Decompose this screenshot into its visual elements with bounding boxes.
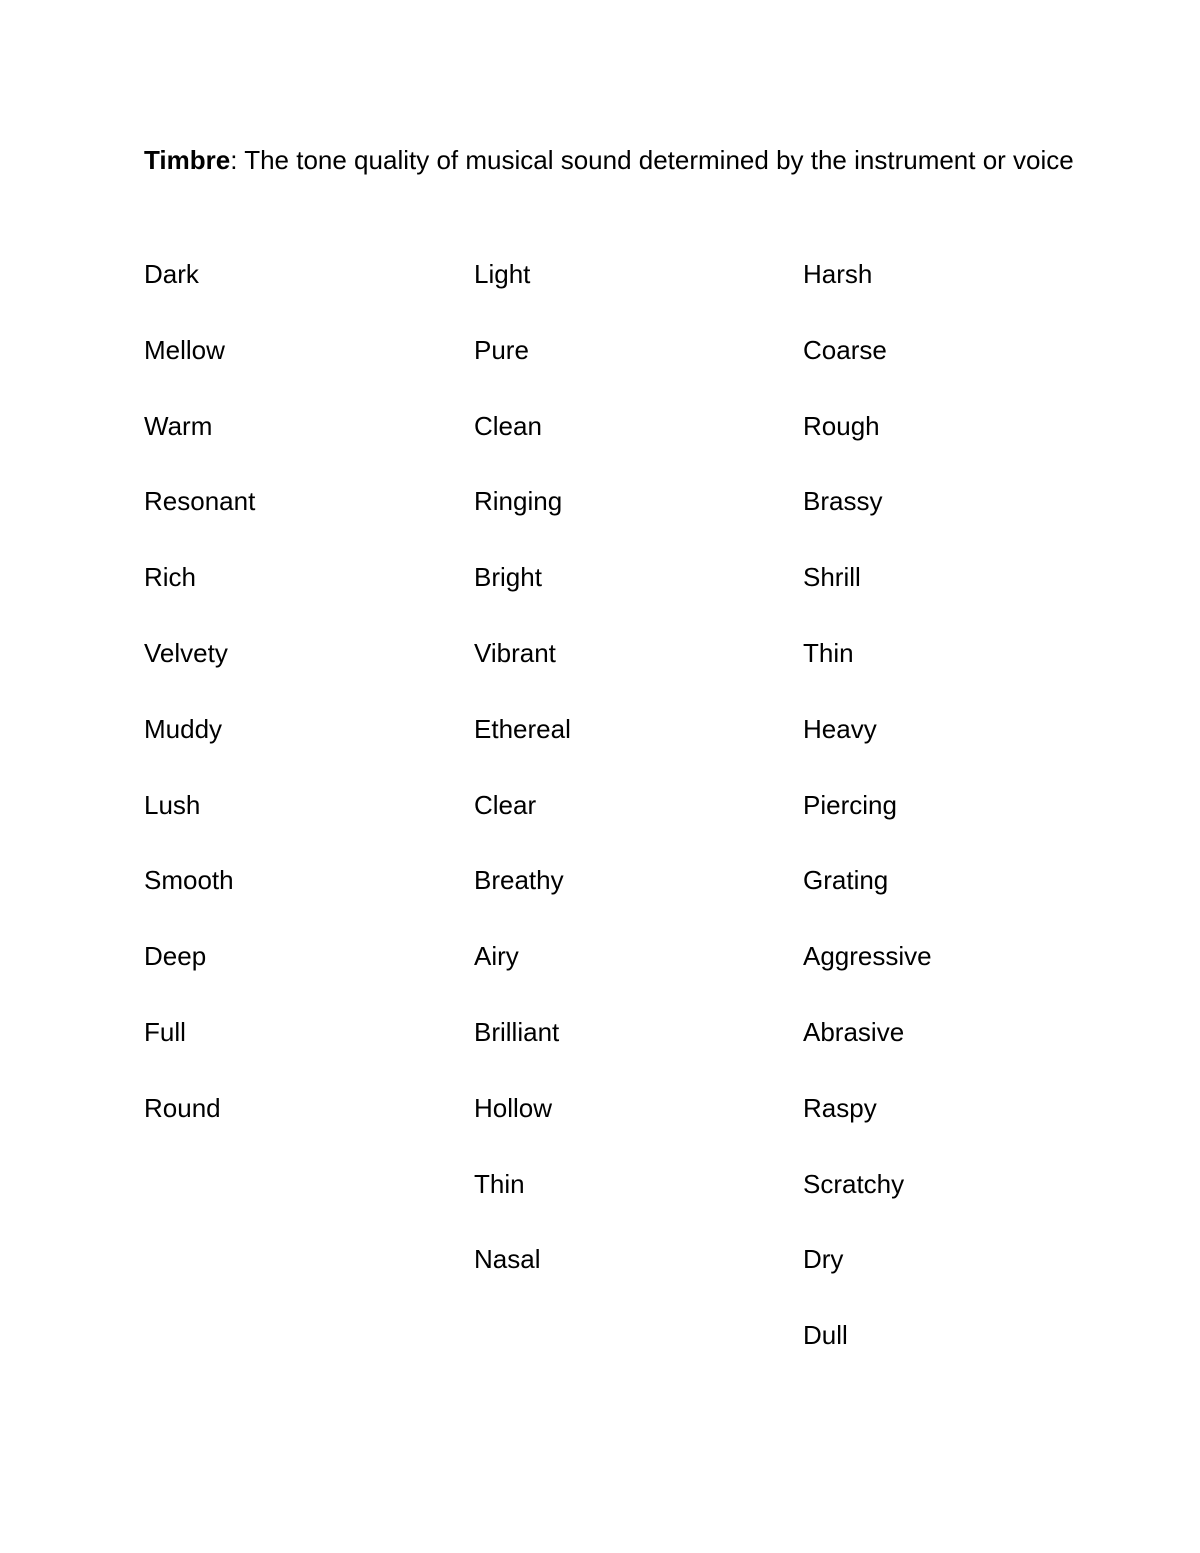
timbre-word: Nasal xyxy=(474,1244,541,1275)
timbre-word: Aggressive xyxy=(803,941,932,972)
definition-text: The tone quality of musical sound determined by the instrument or voice xyxy=(237,145,1074,175)
timbre-word: Resonant xyxy=(144,486,256,517)
timbre-word: Grating xyxy=(803,865,889,896)
timbre-word: Rich xyxy=(144,562,197,593)
timbre-word: Mellow xyxy=(144,334,225,365)
word-column-1 xyxy=(144,255,255,1165)
timbre-word: Thin xyxy=(803,637,854,668)
timbre-word: Deep xyxy=(144,941,207,972)
timbre-word: Clear xyxy=(474,789,537,820)
timbre-word: Ethereal xyxy=(474,713,571,744)
timbre-word: Hollow xyxy=(474,1092,553,1123)
timbre-word: Light xyxy=(474,259,531,289)
timbre-word: Smooth xyxy=(144,865,234,896)
timbre-word: Brassy xyxy=(803,486,883,517)
timbre-word: Rough xyxy=(803,410,880,441)
timbre-word: Thin xyxy=(474,1168,525,1199)
timbre-word: Brilliant xyxy=(474,1016,560,1047)
timbre-word: Bright xyxy=(474,562,542,593)
timbre-word: Round xyxy=(144,1092,221,1123)
timbre-word: Ringing xyxy=(474,486,563,517)
timbre-word: Warm xyxy=(144,410,213,441)
timbre-word: Scratchy xyxy=(803,1168,905,1199)
timbre-word: Pure xyxy=(474,334,529,365)
definition-separator: : xyxy=(230,145,238,175)
timbre-word: Airy xyxy=(474,941,519,972)
timbre-word: Dark xyxy=(144,259,199,289)
word-column-3 xyxy=(803,255,932,1392)
timbre-word: Breathy xyxy=(474,865,564,896)
timbre-word: Shrill xyxy=(803,562,861,593)
timbre-word: Coarse xyxy=(803,334,887,365)
timbre-word: Velvety xyxy=(144,637,228,668)
timbre-word: Harsh xyxy=(803,259,873,289)
timbre-word: Raspy xyxy=(803,1092,877,1123)
definition-term: Timbre xyxy=(144,145,231,175)
timbre-word: Heavy xyxy=(803,713,877,744)
timbre-word: Clean xyxy=(474,410,542,441)
timbre-word: Vibrant xyxy=(474,637,556,668)
timbre-definition xyxy=(144,141,1074,179)
timbre-word: Lush xyxy=(144,789,201,820)
word-column-2 xyxy=(474,255,571,1316)
timbre-word: Muddy xyxy=(144,713,223,744)
timbre-word: Dull xyxy=(803,1320,848,1351)
timbre-word: Dry xyxy=(803,1244,844,1275)
timbre-word: Abrasive xyxy=(803,1016,905,1047)
timbre-word: Piercing xyxy=(803,789,897,820)
timbre-word: Full xyxy=(144,1016,186,1047)
